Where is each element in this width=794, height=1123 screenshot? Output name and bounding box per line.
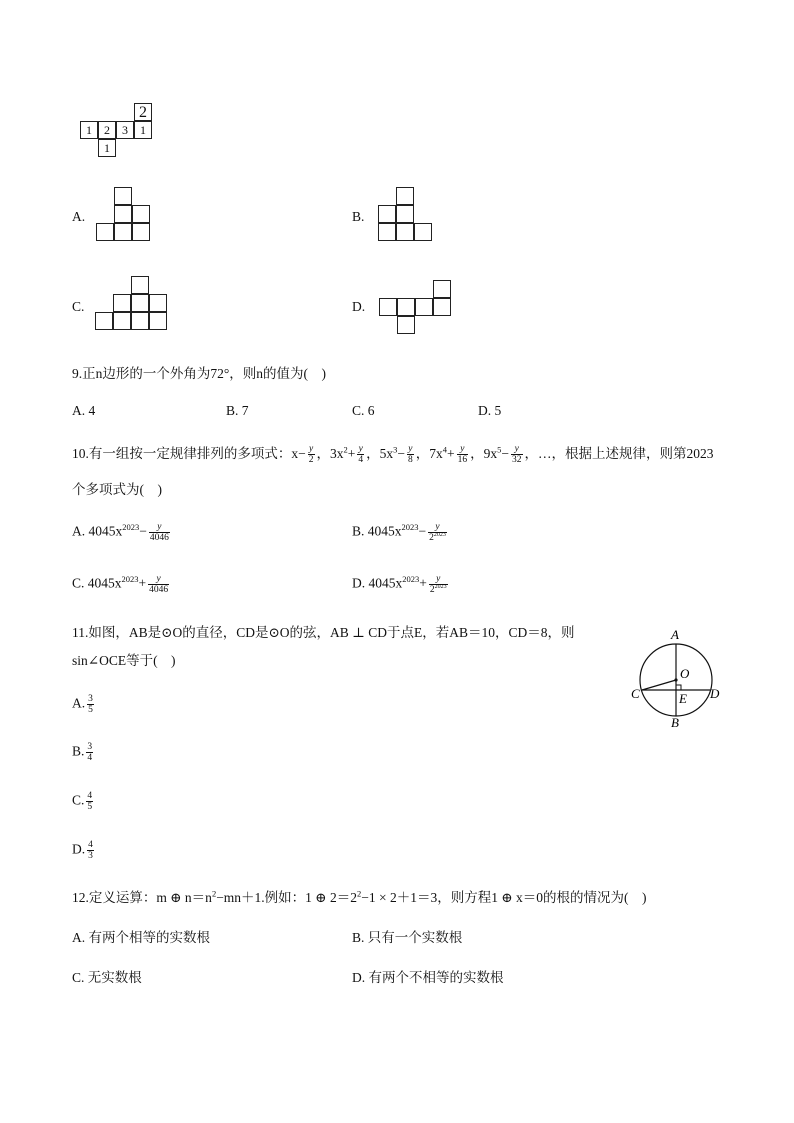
label-d: D	[710, 686, 720, 701]
net-cell: 2	[134, 103, 152, 121]
q12-option-d[interactable]: D. 有两个不相等的实数根	[352, 970, 504, 985]
label-b: B	[671, 715, 679, 730]
q10-option-b[interactable]: B. $4045x^{2023}-$ $\frac{y}{2^{2023}}$	[352, 522, 446, 543]
net-cell: 3	[116, 121, 134, 139]
option-c-label[interactable]: C.	[72, 299, 85, 314]
q9-option-b[interactable]: B. 7	[226, 403, 249, 418]
option-d-label[interactable]: D.	[352, 299, 366, 314]
segment-oc	[642, 680, 676, 690]
label-e: E	[679, 691, 687, 706]
q9-option-a[interactable]: A. 4	[72, 403, 96, 418]
q11-option-d[interactable]: D. $\frac{4}{3}$	[72, 840, 93, 861]
circle-figure	[628, 628, 728, 732]
q9-option-c[interactable]: C. 6	[352, 403, 375, 418]
center-point	[674, 678, 677, 681]
option-a-label[interactable]: A.	[72, 209, 86, 224]
q9-option-d[interactable]: D. 5	[478, 403, 502, 418]
question-11-stem: 11.如图，AB是⊙O的直径，CD是⊙O的弦，AB ⊥ CD于点E，若AB＝10，CD＝8，则	[72, 625, 575, 640]
question-10-stem-line2: 个多项式为( )	[72, 482, 162, 497]
question-10-stem: 10.有一组按一定规律排列的多项式：x− $\frac{y}{2}$ ，$3x^2+$ $\frac{y}{4}$ ，$5x^3-$ $\frac{y}{8}$ ，$7x^4+$ $\frac{y}{16}$ ，$9x^5-$ $\frac{y}{32}$ ，…，根据上述规律，则第2023	[72, 444, 714, 466]
q11-option-a[interactable]: A. $\frac{3}{5}$	[72, 694, 93, 715]
net-cell: 1	[80, 121, 98, 139]
q12-option-a[interactable]: A. 有两个相等的实数根	[72, 930, 210, 945]
label-c: C	[631, 686, 640, 701]
question-9-stem: 9.正n边形的一个外角为72°，则n的值为( )	[72, 366, 327, 381]
option-b-label[interactable]: B.	[352, 209, 365, 224]
q11-option-b[interactable]: B. $\frac{3}{4}$	[72, 742, 93, 763]
label-o: O	[680, 666, 690, 681]
right-angle-mark	[676, 685, 681, 690]
q12-option-b[interactable]: B. 只有一个实数根	[352, 930, 463, 945]
net-cell: 1	[98, 139, 116, 157]
q10-option-c[interactable]: C. $4045x^{2023}+$ $\frac{y}{4046}$	[72, 574, 169, 595]
q12-option-c[interactable]: C. 无实数根	[72, 970, 142, 985]
q10-option-d[interactable]: D. $4045x^{2023}+$ $\frac{y}{2^{2023}}$	[352, 574, 447, 595]
question-12-stem: 12.定义运算：m ⊕ $n=n^2-mn+1$.例如：1 ⊕ $2=2^2-1 \times 2+1=3$，则方程1 ⊕ x＝0的根的情况为( )	[72, 888, 647, 905]
q10-option-a[interactable]: A. $4045x^{2023}-$ $\frac{y}{4046}$	[72, 522, 169, 543]
q11-option-c[interactable]: C. $\frac{4}{5}$	[72, 791, 93, 812]
net-cell: 1	[134, 121, 152, 139]
question-11-stem-line2: sin∠OCE等于( )	[72, 653, 176, 668]
net-cell: 2	[98, 121, 116, 139]
label-a: A	[671, 628, 679, 642]
